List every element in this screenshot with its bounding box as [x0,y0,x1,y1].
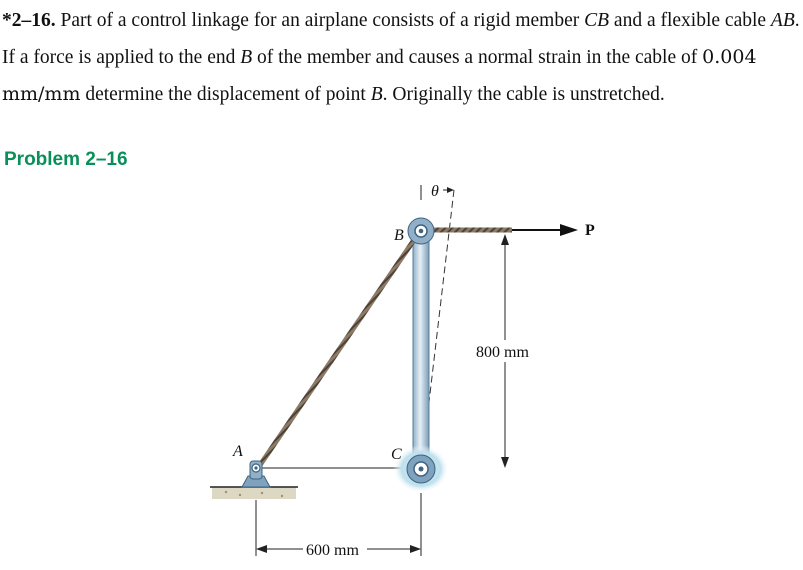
force-p-label: P [585,222,595,239]
theta-angle-marker [421,183,454,200]
cable-ab-ref: AB [770,10,795,31]
label-b: B [394,227,404,244]
problem-text-3: . If a force is applied to the end [2,10,800,68]
label-a: A [233,443,243,460]
pin-joint-b [408,218,434,244]
member-cb-ref: CB [584,10,610,31]
force-p-arrow [512,222,595,239]
height-dimension [476,234,529,468]
problem-heading: Problem 2–16 [4,149,128,170]
strain-value: 0.004 mm/mm [2,46,757,105]
problem-text-1: Part of a control linkage for an airplane consists of a rigid member [55,10,585,31]
label-c: C [391,446,402,463]
point-b-ref: B [240,47,253,68]
width-dimension-label: 600 mm [306,542,359,559]
cable-ab [258,237,416,468]
problem-text-5: determine the displacement of point [80,84,371,105]
problem-number: *2–16. [2,10,56,31]
pin-support-a [242,461,270,487]
width-dimension [256,493,421,559]
problem-text-4: of the member and causes a normal strain in the cable of [252,47,703,68]
problem-text-6: . Originally the cable is unstretched. [382,84,665,105]
theta-label: θ [431,183,439,200]
ground-support [210,487,298,499]
problem-text-2: and a flexible cable [609,10,771,31]
height-dimension-label: 800 mm [476,344,529,361]
point-b-ref-2: B [370,84,383,105]
rigid-member-cb [413,235,429,470]
